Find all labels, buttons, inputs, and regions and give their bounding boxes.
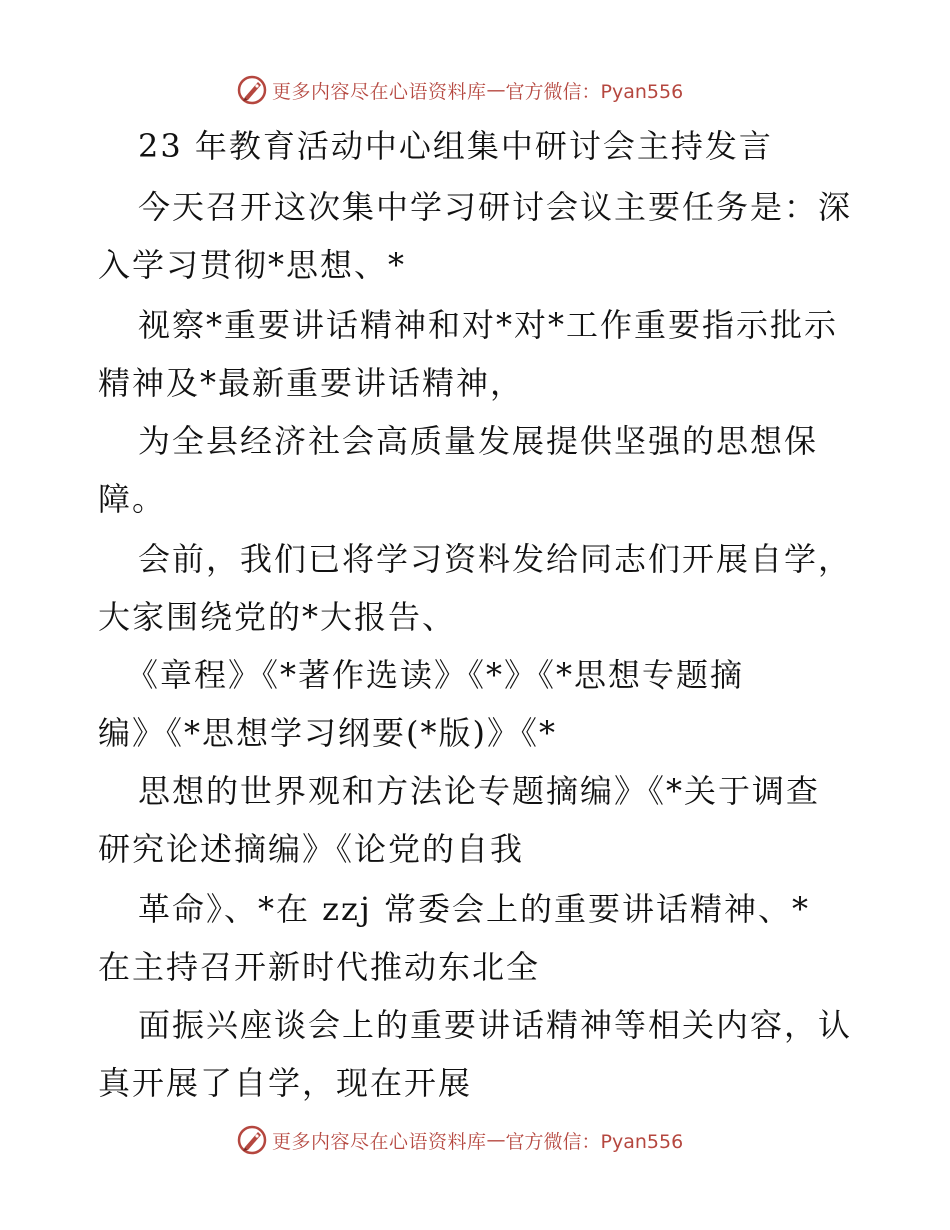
paragraph-line: 今天召开这次集中学习研讨会议主要任务是：深: [138, 188, 853, 226]
paragraph-line: 革命》、*在 zzj 常委会上的重要讲话精神、*: [138, 890, 810, 928]
paragraph-line: 为全县经济社会高质量发展提供坚强的思想保: [138, 422, 819, 460]
watermark-contact: 官方微信：Pyan556: [505, 80, 684, 103]
watermark-contact: 官方微信：Pyan556: [505, 1130, 684, 1153]
watermark-text: 更多内容尽在心语资料库: [272, 80, 487, 103]
paragraph-line: 在主持召开新时代推动东北全: [98, 948, 541, 986]
paragraph-line: 《章程》《*著作选读》《*》《*思想专题摘: [126, 656, 745, 694]
pen-logo-icon: [236, 1124, 268, 1156]
paragraph-line: 入学习贯彻*思想、*: [98, 246, 407, 284]
document-title: 23 年教育活动中心组集中研讨会主持发言: [138, 127, 773, 165]
paragraph-line: 会前，我们已将学习资料发给同志们开展自学，: [138, 540, 853, 578]
paragraph-line: 视察*重要讲话精神和对*对*工作重要指示批示: [138, 306, 839, 344]
footer-watermark: [236, 1123, 683, 1157]
watermark-text: 更多内容尽在心语资料库: [272, 1130, 487, 1153]
paragraph-line: 大家围绕党的*大报告、: [98, 598, 457, 636]
watermark-separator: —: [486, 1129, 506, 1151]
paragraph-line: 编》《*思想学习纲要(*版)》《*: [98, 714, 557, 752]
paragraph-line: 障。: [98, 480, 167, 518]
paragraph-line: 面振兴座谈会上的重要讲话精神等相关内容，认: [138, 1006, 853, 1044]
paragraph-line: 思想的世界观和方法论专题摘编》《*关于调查: [138, 772, 821, 810]
paragraph-line: 精神及*最新重要讲话精神，: [98, 364, 525, 402]
watermark-separator: —: [486, 79, 506, 101]
paragraph-line: 真开展了自学，现在开展: [98, 1064, 473, 1102]
paragraph-line: 研究论述摘编》《论党的自我: [98, 830, 525, 868]
